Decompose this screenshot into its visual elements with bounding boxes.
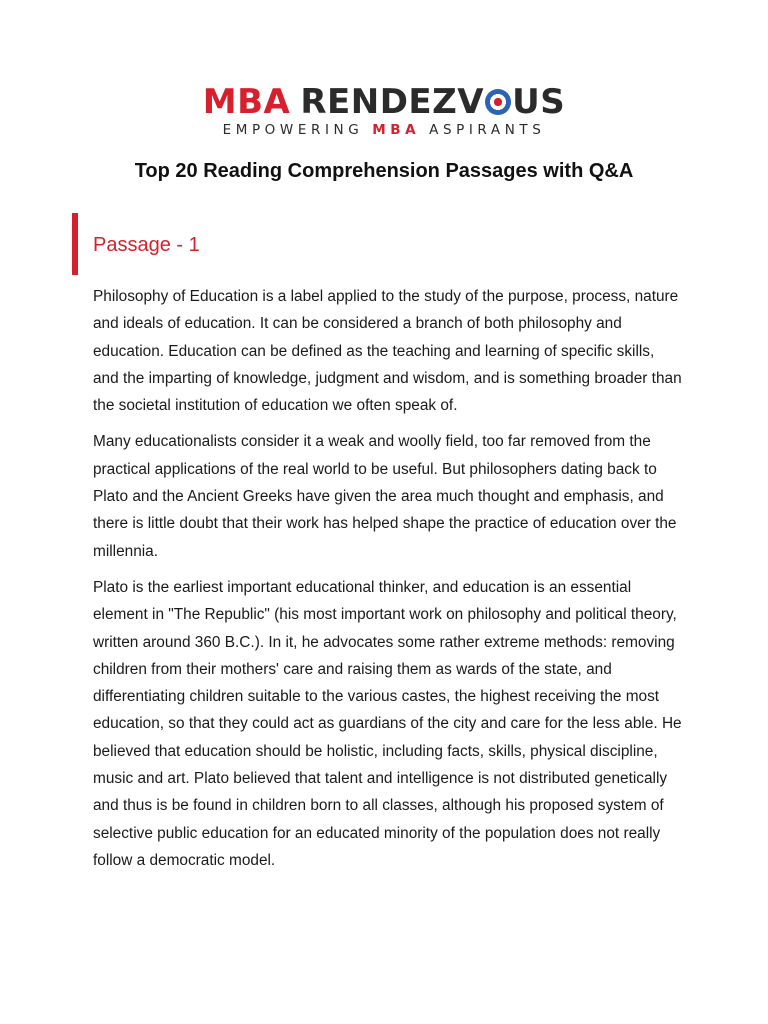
tagline-empowering: EMPOWERING [222,122,364,138]
passage-heading: Passage - 1 [93,234,200,256]
passage-body [93,283,683,883]
document-title: Top 20 Reading Comprehension Passages with Q&A [134,160,634,182]
logo-tagline [0,122,768,138]
logo-rendezvous-b: US [512,82,566,122]
logo-mba: MBA [202,82,291,122]
brand-logo [0,84,768,138]
logo-wordmark [203,84,565,120]
logo-rendezvous-a: RENDEZV [300,82,485,122]
target-o-icon [485,89,511,115]
tagline-aspirants: ASPIRANTS [429,122,546,138]
passage-paragraph-2: Many educationalists consider it a weak and woolly field, too far removed from the practical applications of the real world to be useful. But philosophers dating back to Plato and the Ancient Greeks have given the area much thought and emphasis, and there is little doubt that their work has helped shape the practice of education over the millennia. [93,433,677,560]
section-accent-bar [72,213,78,275]
tagline-mba: MBA [372,122,421,138]
passage-paragraph-1: Philosophy of Education is a label applied to the study of the purpose, process, nature and ideals of education. It can be considered a branch of both philosophy and education. Education can be defined as the teaching and learning of specific skills, and the imparting of knowledge, judgment and wisdom, and is something broader than the societal institution of education we often speak of. [93,288,682,415]
passage-paragraph-3: Plato is the earliest important educational thinker, and education is an essential element in "The Republic" (his most important work on philosophy and political theory, written around 360 B.C.). In it, he advocates some rather extreme methods: removing children from their mothers' care and raising them as wards of the state, and differentiating children suitable to the various castes, the highest receiving the most education, so that they could act as guardians of the city and care for the less able. He believed that education should be holistic, including facts, skills, physical discipline, music and art. Plato believed that talent and intelligence is not distributed genetically and thus is be found in children born to all classes, although his proposed system of selective public education for an educated minority of the population does not really follow a democratic model. [93,578,682,869]
